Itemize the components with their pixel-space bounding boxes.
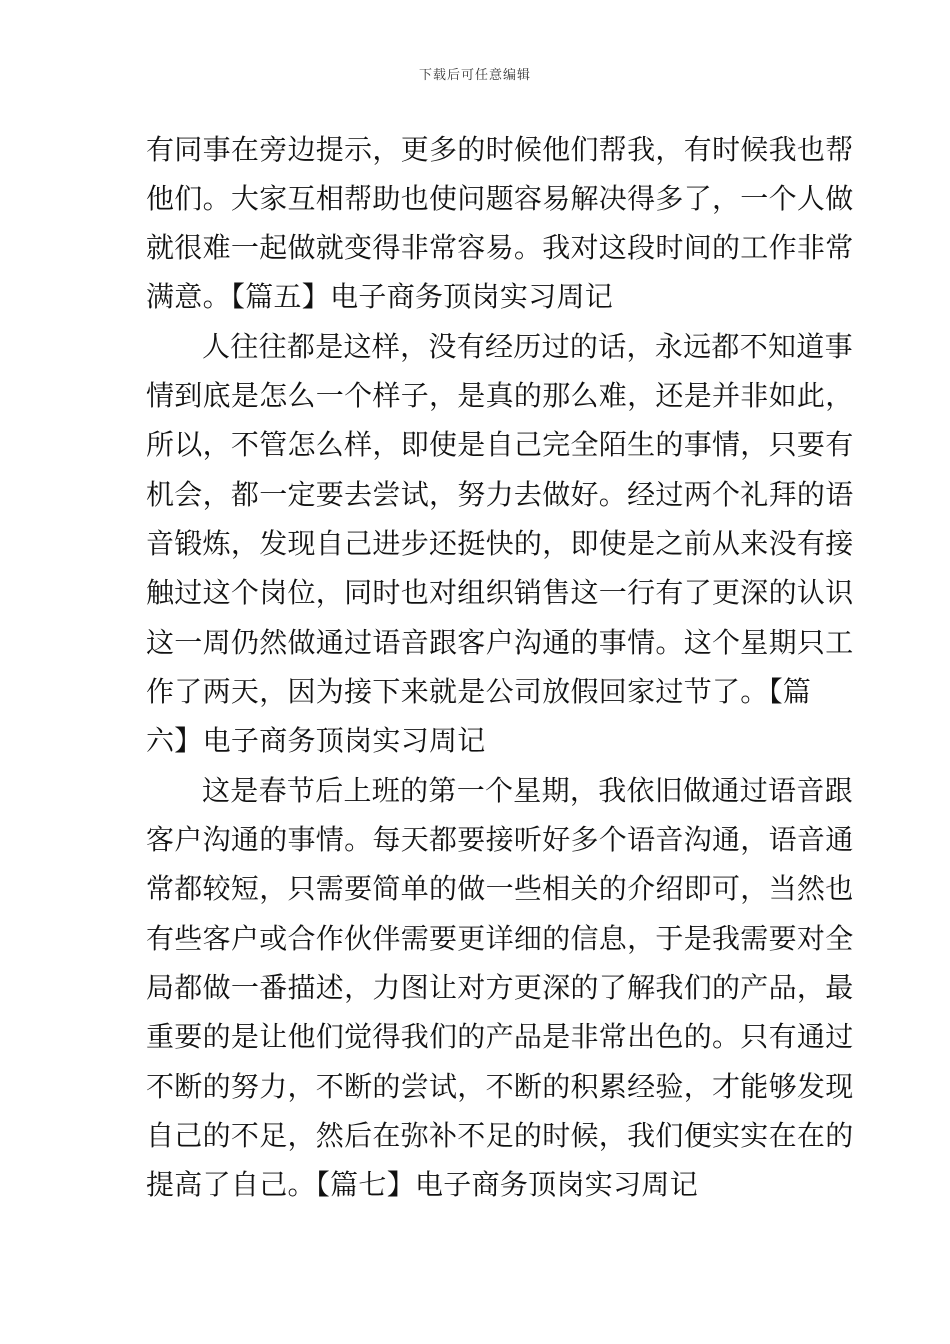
text-line: 自己的不足，然后在弥补不足的时候，我们便实实在在的 xyxy=(146,1119,854,1152)
text-line: 提高了自己。【篇七】电子商务顶岗实习周记 xyxy=(146,1168,699,1201)
text-line: 六】电子商务顶岗实习周记 xyxy=(146,724,486,757)
text-line: 触过这个岗位，同时也对组织销售这一行有了更深的认识 xyxy=(146,576,854,609)
text-line: 有些客户或合作伙伴需要更详细的信息，于是我需要对全 xyxy=(146,922,854,955)
text-line: 机会，都一定要去尝试，努力去做好。经过两个礼拜的语 xyxy=(146,478,854,511)
text-line: 就很难一起做就变得非常容易。我对这段时间的工作非常 xyxy=(146,231,854,264)
text-line: 客户沟通的事情。每天都要接听好多个语音沟通，语音通 xyxy=(146,823,854,856)
text-line: 这一周仍然做通过语音跟客户沟通的事情。这个星期只工 xyxy=(146,626,854,659)
page-header: 下载后可任意编辑 xyxy=(418,68,531,83)
text-line: 他们。大家互相帮助也使问题容易解决得多了，一个人做 xyxy=(146,182,854,215)
text-line: 局都做一番描述，力图让对方更深的了解我们的产品，最 xyxy=(146,971,854,1004)
text-line: 作了两天，因为接下来就是公司放假回家过节了。【篇 xyxy=(146,675,812,708)
text-line: 不断的努力，不断的尝试，不断的积累经验，才能够发现 xyxy=(146,1070,854,1103)
paragraph-first-line: 人往往都是这样，没有经历过的话，永远都不知道事 xyxy=(202,330,853,363)
text-line: 情到底是怎么一个样子，是真的那么难，还是并非如此， xyxy=(146,379,854,412)
text-line: 常都较短，只需要简单的做一些相关的介绍即可，当然也 xyxy=(146,872,854,905)
paragraph-first-line: 这是春节后上班的第一个星期，我依旧做通过语音跟 xyxy=(202,774,853,807)
text-line: 有同事在旁边提示，更多的时候他们帮我，有时候我也帮 xyxy=(146,133,854,166)
text-line: 音锻炼，发现自己进步还挺快的，即使是之前从来没有接 xyxy=(146,527,854,560)
text-line: 所以，不管怎么样，即使是自己完全陌生的事情，只要有 xyxy=(146,428,854,461)
text-line: 满意。【篇五】电子商务顶岗实习周记 xyxy=(146,280,614,313)
text-line: 重要的是让他们觉得我们的产品是非常出色的。只有通过 xyxy=(146,1020,854,1053)
